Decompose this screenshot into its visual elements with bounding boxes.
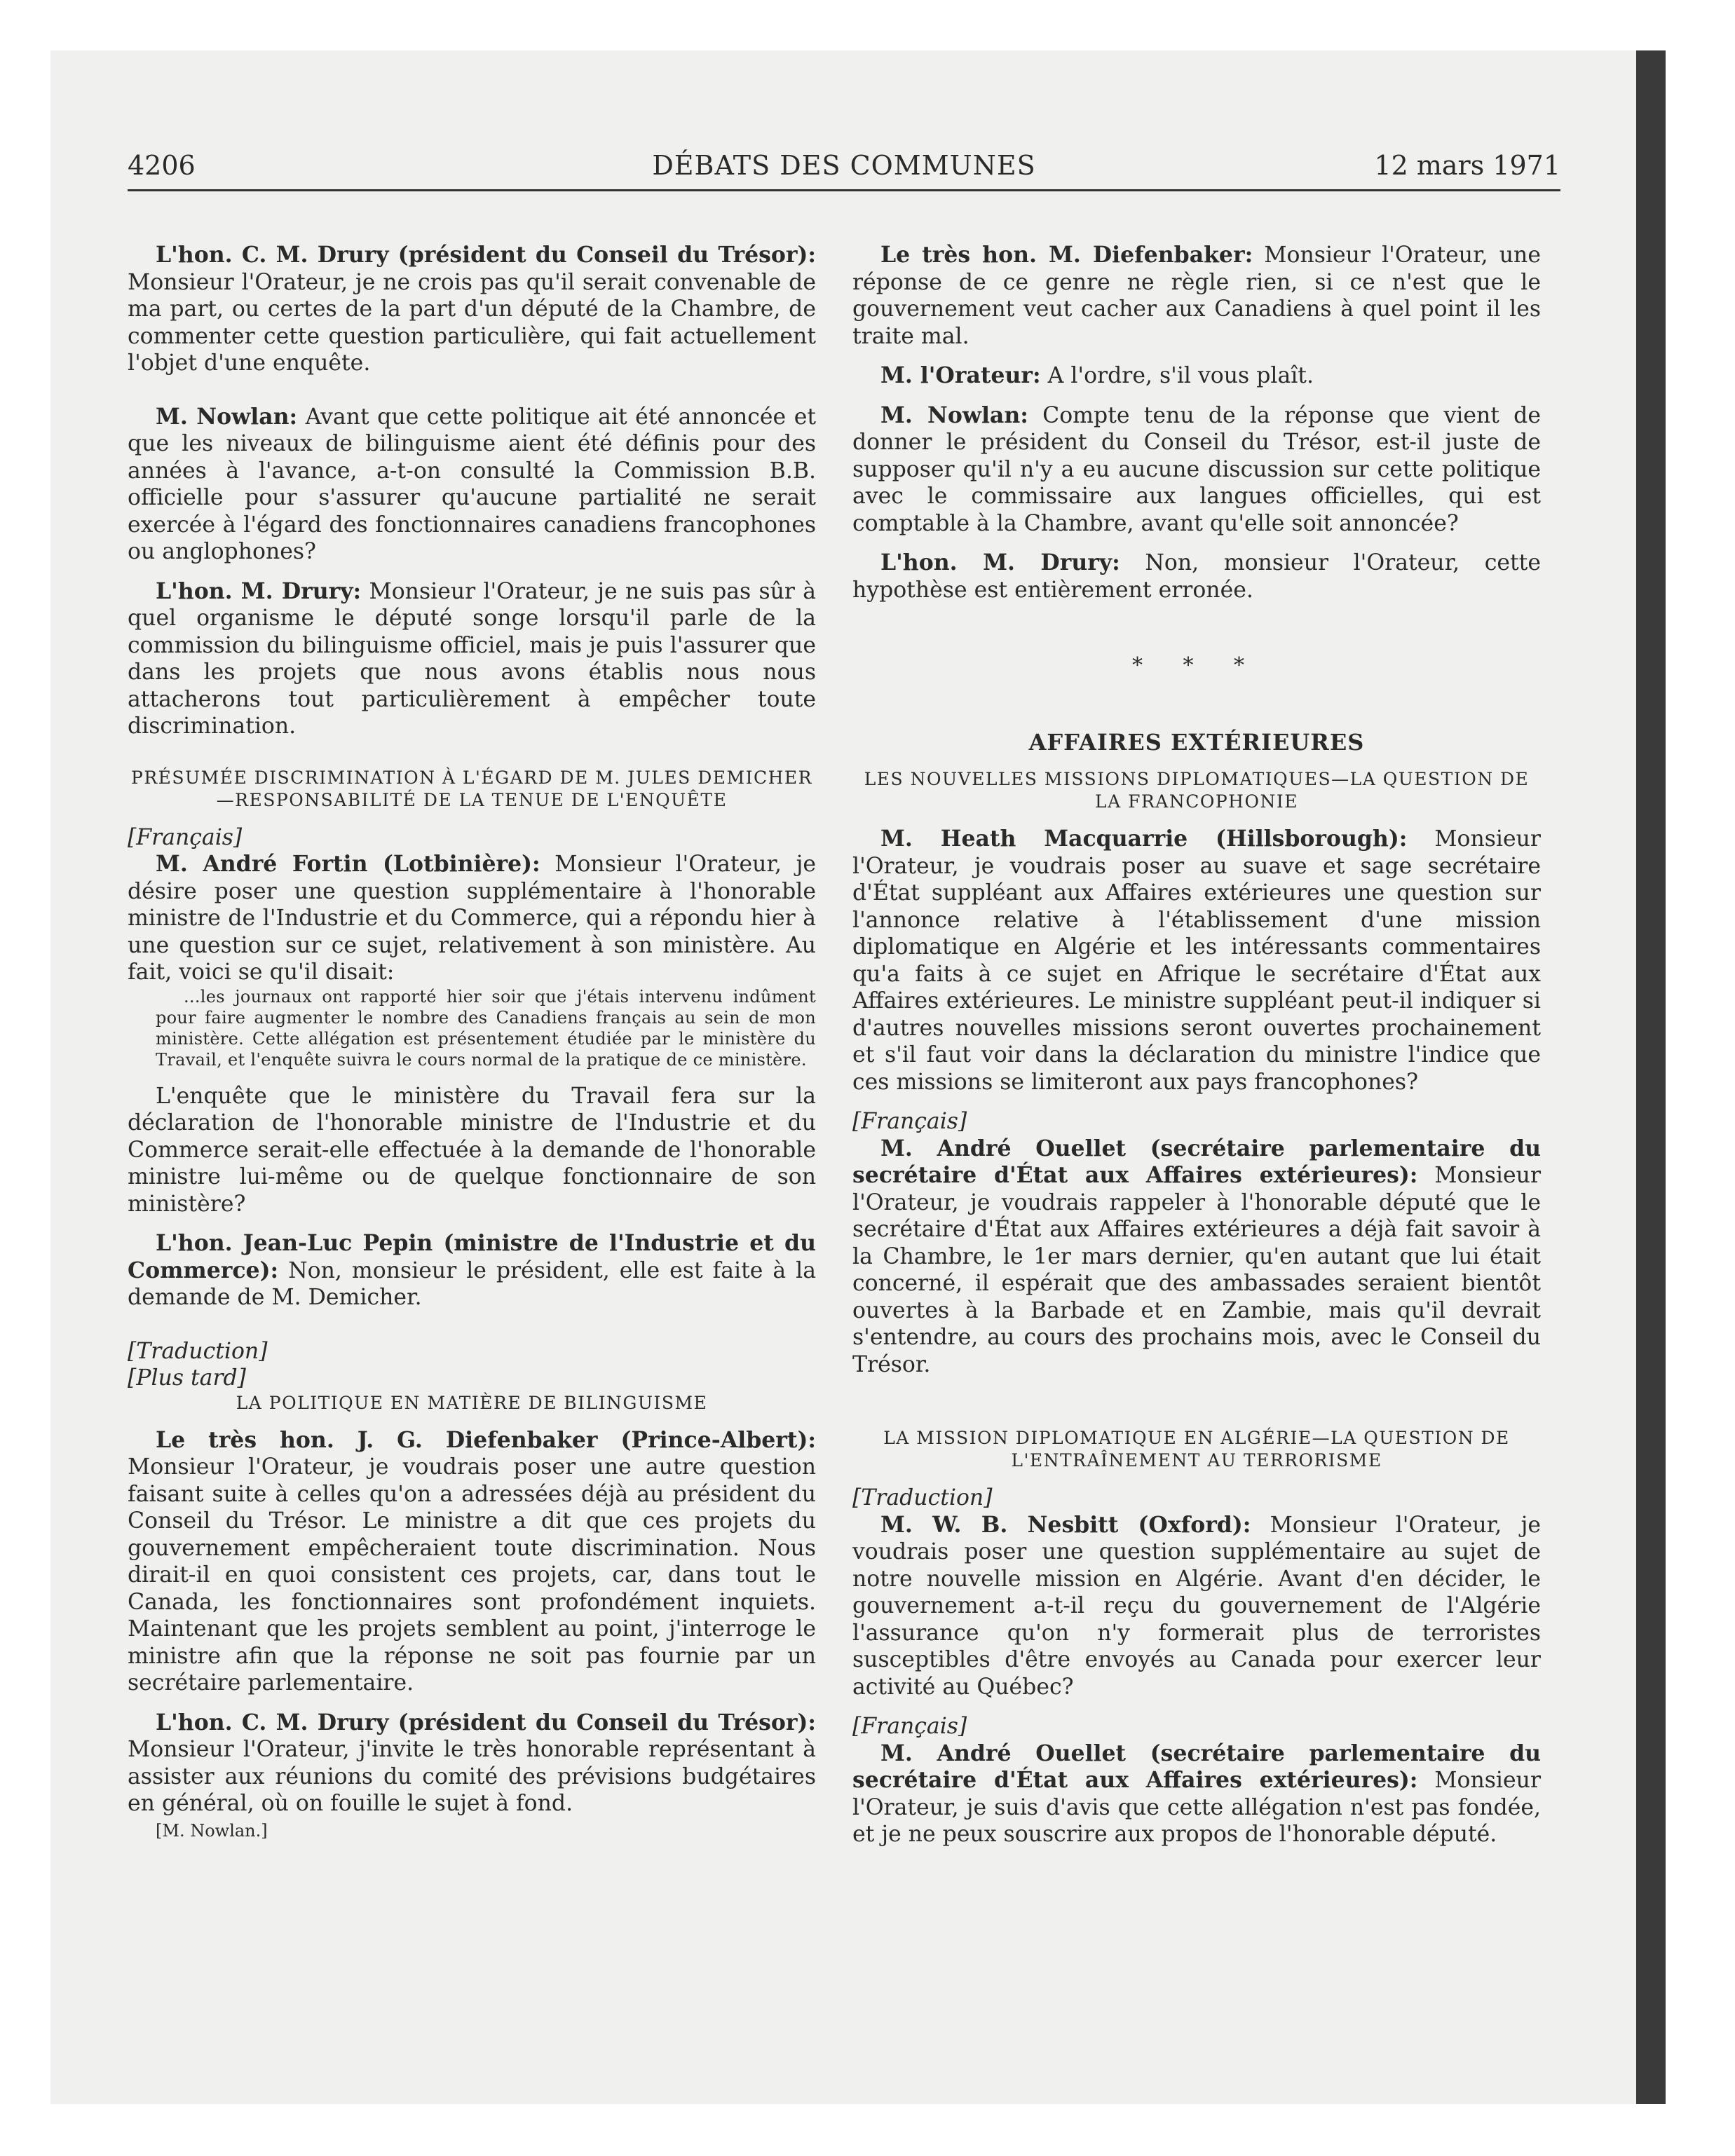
language-marker: [Français] (852, 1109, 967, 1134)
speaker-name: M. l'Orateur: (880, 362, 1041, 388)
speaker-name: Le très hon. M. Diefenbaker: (880, 242, 1253, 268)
scan-edge (1636, 50, 1666, 2104)
language-marker: [Traduction] (128, 1338, 268, 1364)
speech-paragraph (852, 1740, 1541, 1848)
page-header (128, 147, 1560, 191)
publication-title: DÉBATS DES COMMUNES (652, 150, 1036, 181)
speaker-name: M. Nowlan: (156, 403, 298, 430)
speech-text: Non, monsieur le président, elle est faite à la demande de M. Demicher. (128, 1257, 816, 1310)
language-marker: [Français] (128, 824, 243, 850)
block-quote: ...les journaux ont rapporté hier soir que j'étais intervenu indûment pour faire augmenter le nombre des Canadiens français au sein de mon ministère. Cette allégation est présentement étudiée par le ministère du Travail, et l'enquête suivra le cours normal de la pratique de ce ministère. (156, 986, 816, 1070)
language-marker: [Traduction] (852, 1485, 993, 1510)
speech-paragraph (852, 242, 1541, 350)
section-heading: AFFAIRES EXTÉRIEURES (1028, 728, 1365, 756)
speaker-name: L'hon. Jean-Luc Pepin (ministre de l'Industrie et du Commerce): (128, 1230, 816, 1283)
speech-paragraph (852, 402, 1541, 538)
speech-paragraph (852, 1512, 1541, 1701)
speech-paragraph (852, 1135, 1541, 1379)
speaker-name: L'hon. M. Drury: (880, 550, 1120, 575)
speaker-name: M. Nowlan: (880, 402, 1028, 428)
speech-text: Monsieur l'Orateur, je suis d'avis que cette allégation n'est pas fondée, et je ne peux souscrire aux propos de l'honorable député. (852, 1768, 1541, 1847)
speaker-name: M. W. B. Nesbitt (Oxford): (880, 1511, 1251, 1538)
speech-paragraph (852, 362, 1541, 390)
section-separator: * * * (1131, 653, 1262, 678)
speech-text: Compte tenu de la réponse que vient de donner le président du Conseil du Trésor, est-il juste de supposer qu'il n'y a eu aucune discussion sur cette politique avec le commissaire aux langues officielles, qui est comptable à la Chambre, avant qu'elle soit annoncée? (852, 402, 1541, 536)
speech-text: Monsieur l'Orateur, je désire poser une question supplémentaire à l'honorable ministre de l'Industrie et du Commerce, qui a répondu hier à une question sur ce sujet, relativement à son ministère. Au fait, voici se qu'il disait: (128, 852, 816, 985)
publication-date: 12 mars 1971 (1374, 150, 1560, 181)
right-column (852, 242, 1541, 1848)
speech-paragraph (128, 578, 816, 740)
speaker-name: M. André Ouellet (secrétaire parlementaire du secrétaire d'État aux Affaires extérieures): (852, 1740, 1541, 1793)
speech-text: Non, monsieur l'Orateur, cette hypothèse est entièrement erronée. (852, 550, 1541, 603)
continuation-note: [M. Nowlan.] (156, 1820, 268, 1841)
speech-paragraph (128, 242, 816, 377)
speech-text: A l'ordre, s'il vous plaît. (1040, 363, 1314, 388)
speech-paragraph (128, 404, 816, 566)
page-number: 4206 (128, 150, 196, 181)
section-subheading: LA POLITIQUE EN MATIÈRE DE BILINGUISME (236, 1392, 708, 1413)
speech-paragraph (852, 826, 1541, 1096)
speech-paragraph: L'enquête que le ministère du Travail fera sur la déclaration de l'honorable ministre de l'Industrie et du Commerce serait-elle effectuée à la demande de l'honorable ministre lui-même ou de quelque fonctionnaire de son ministère? (128, 1083, 816, 1217)
speech-text: Monsieur l'Orateur, une réponse de ce genre ne règle rien, si ce n'est que le gouvernement veut cacher aux Canadiens à quel point il les traite mal. (852, 243, 1541, 349)
speech-text: Avant que cette politique ait été annoncée et que les niveaux de bilinguisme aient été définis pour des années à l'avance, a-t-on consulté la Commission B.B. officielle pour s'assurer qu'aucune partialité ne serait exercée à l'égard des fonctionnaires canadiens francophones ou anglophones? (128, 404, 816, 564)
speaker-name: L'hon. M. Drury: (156, 578, 362, 604)
section-subheading: LES NOUVELLES MISSIONS DIPLOMATIQUES—LA QUESTION DE LA FRANCOPHONIE (864, 769, 1530, 812)
language-marker: [Français] (852, 1714, 967, 1739)
speech-text: Monsieur l'Orateur, je ne crois pas qu'il serait convenable de ma part, ou certes de la part d'un député de la Chambre, de commenter cette question particulière, qui fait actuellement l'objet d'une enquête. (128, 269, 816, 376)
speech-paragraph (128, 851, 816, 986)
speech-text: Monsieur l'Orateur, j'invite le très honorable représentant à assister aux réunions du comité des prévisions budgétaires en général, où on fouille le sujet à fond. (128, 1737, 816, 1816)
speech-text: Monsieur l'Orateur, je voudrais rappeler à l'honorable député que le secrétaire d'État aux Affaires extérieures a déjà fait savoir à la Chambre, le 1er mars dernier, qu'en autant que lui était concerné, il espérait que des ambassades seraient bientôt ouvertes à la Barbade et en Zambie, mais qu'il devrait s'entendre, au cours des prochains mois, avec le Conseil du Trésor. (852, 1163, 1541, 1377)
speaker-name: Le très hon. J. G. Diefenbaker (Prince-Albert): (156, 1426, 816, 1453)
speech-paragraph (128, 1427, 816, 1697)
speaker-name: M. André Ouellet (secrétaire parlementaire du secrétaire d'État aux Affaires extérieures): (852, 1135, 1541, 1188)
speaker-name: M. Heath Macquarrie (Hillsborough): (880, 826, 1408, 852)
speaker-name: L'hon. C. M. Drury (président du Conseil du Trésor): (156, 242, 816, 268)
section-subheading: LA MISSION DIPLOMATIQUE EN ALGÉRIE—LA QUESTION DE L'ENTRAÎNEMENT AU TERRORISME (883, 1428, 1510, 1471)
speech-text: Monsieur l'Orateur, je ne suis pas sûr à quel organisme le député songe lorsqu'il parle de la commission du bilinguisme officiel, mais je puis l'assurer que dans les projets que nous avons établis nous nous attacherons tout particulièrement à empêcher toute discrimination. (128, 578, 817, 739)
left-column (128, 242, 816, 1844)
speaker-name: L'hon. C. M. Drury (président du Conseil du Trésor): (156, 1709, 816, 1735)
speech-text: Monsieur l'Orateur, je voudrais poser une question supplémentaire au sujet de notre nouvelle mission en Algérie. Avant d'en décider, le gouvernement a-t-il reçu du gouvernement de l'Algérie l'assurance qu'on n'y formerait plus de terroristes susceptibles d'être envoyés au Canada pour exercer leur activité au Québec? (852, 1512, 1541, 1700)
speech-paragraph (128, 1710, 816, 1817)
speech-paragraph (128, 1230, 816, 1311)
speech-text: Monsieur l'Orateur, je voudrais poser une autre question faisant suite à celles qu'on a adressées déjà au président du Conseil du Trésor. Le ministre a dit que ces projets du gouvernement empêcheraient toute discrimination. Nous dirait-il en quoi consistent ces projets, car, dans tout le Canada, les fonctionnaires sont profondément inquiets. Maintenant que les projets semblent au point, j'interroge le ministre afin que la réponse ne soit pas fournie par un secrétaire parlementaire. (128, 1454, 816, 1696)
section-subheading: PRÉSUMÉE DISCRIMINATION À L'ÉGARD DE M. JULES DEMICHER—RESPONSABILITÉ DE LA TENUE DE L'ENQUÊTE (131, 767, 812, 810)
speech-text: Monsieur l'Orateur, je voudrais poser au suave et sage secrétaire d'État suppléant aux Affaires extérieures une question sur l'annonce relative à l'établissement d'une mission diplomatique en Algérie et les intéressants commentaires qu'a faits à ce sujet en Afrique le secrétaire d'État aux Affaires extérieures. Le ministre suppléant peut-il indiquer si d'autres nouvelles missions seront ouvertes prochainement et s'il faut voir dans la déclaration du ministre l'indice que ces missions se limiteront aux pays francophones? (852, 826, 1541, 1095)
speaker-name: M. André Fortin (Lotbinière): (156, 851, 540, 877)
speech-paragraph (852, 550, 1541, 603)
timing-marker: [Plus tard] (128, 1365, 246, 1391)
